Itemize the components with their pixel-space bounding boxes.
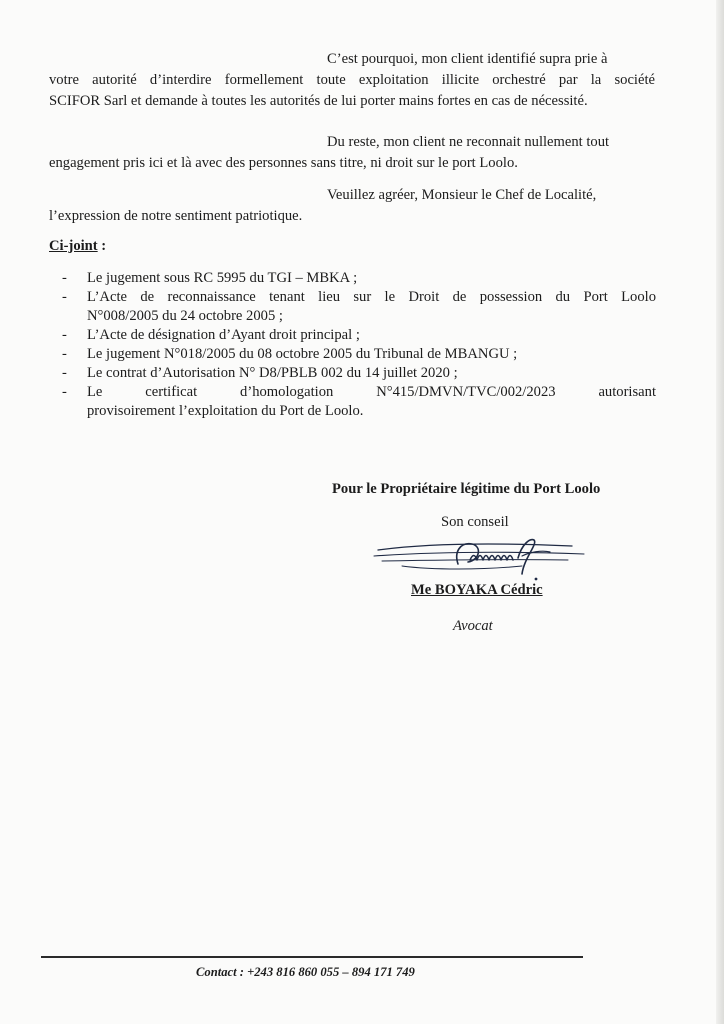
enclosure-line: - Le certificat d’homologation N°415/DMVN/TVC/002/2023 autorisant: [87, 384, 656, 400]
enclosure-line: L’Acte de désignation d’Ayant droit principal ;: [87, 327, 360, 343]
paragraph-line: votre autorité d’interdire formellement toute exploitation illicite orchestré par la société: [49, 72, 655, 88]
paragraph-closing: [49, 185, 655, 227]
enclosure-item: [62, 345, 656, 364]
signature-counsel-label: Son conseil: [441, 514, 509, 530]
paragraph-line: Veuillez agréer, Monsieur le Chef de Localité,: [327, 187, 597, 203]
enclosures-heading-colon: :: [97, 238, 107, 254]
paragraph-line: engagement pris ici et là avec des personnes sans titre, ni droit sur le port Loolo.: [49, 155, 518, 171]
footer-divider: [41, 956, 583, 958]
footer-contact: Contact : +243 816 860 055 – 894 171 749: [196, 965, 415, 979]
signatory-name: Me BOYAKA Cédric: [411, 582, 543, 598]
enclosure-item: [62, 288, 656, 326]
paragraph-line: C’est pourquoi, mon client identifié supra prie à: [327, 51, 608, 67]
enclosures-heading: [49, 238, 106, 255]
paragraph-disclaimer: [49, 132, 655, 174]
paragraph-line: Du reste, mon client ne reconnait nullement tout: [327, 134, 610, 150]
enclosure-line: N°008/2005 du 24 octobre 2005 ;: [87, 308, 283, 324]
handwritten-signature: [372, 530, 592, 584]
enclosure-item: [62, 383, 656, 421]
enclosures-heading-label: Ci-joint: [49, 238, 98, 254]
enclosure-line: Le contrat d’Autorisation N° D8/PBLB 002 du 14 juillet 2020 ;: [87, 365, 458, 381]
enclosure-item: [62, 269, 656, 288]
paragraph-line: l’expression de notre sentiment patriotique.: [49, 208, 303, 224]
enclosure-line: - L’Acte de reconnaissance tenant lieu sur le Droit de possession du Port Loolo: [87, 289, 656, 305]
paragraph-line: SCIFOR Sarl et demande à toutes les autorités de lui porter mains fortes en cas de nécessité.: [49, 93, 588, 109]
enclosure-item: [62, 364, 656, 383]
scan-edge-shadow: [716, 0, 724, 1024]
enclosure-item: [62, 326, 656, 345]
signature-on-behalf: Pour le Propriétaire légitime du Port Loolo: [332, 481, 601, 497]
enclosure-line: Le jugement sous RC 5995 du TGI – MBKA ;: [87, 270, 358, 286]
enclosures-list: [62, 269, 656, 421]
paragraph-request: [49, 49, 655, 112]
signatory-role: Avocat: [453, 618, 493, 634]
enclosure-line: provisoirement l’exploitation du Port de Loolo.: [87, 403, 364, 419]
enclosure-line: Le jugement N°018/2005 du 08 octobre 2005 du Tribunal de MBANGU ;: [87, 346, 518, 362]
